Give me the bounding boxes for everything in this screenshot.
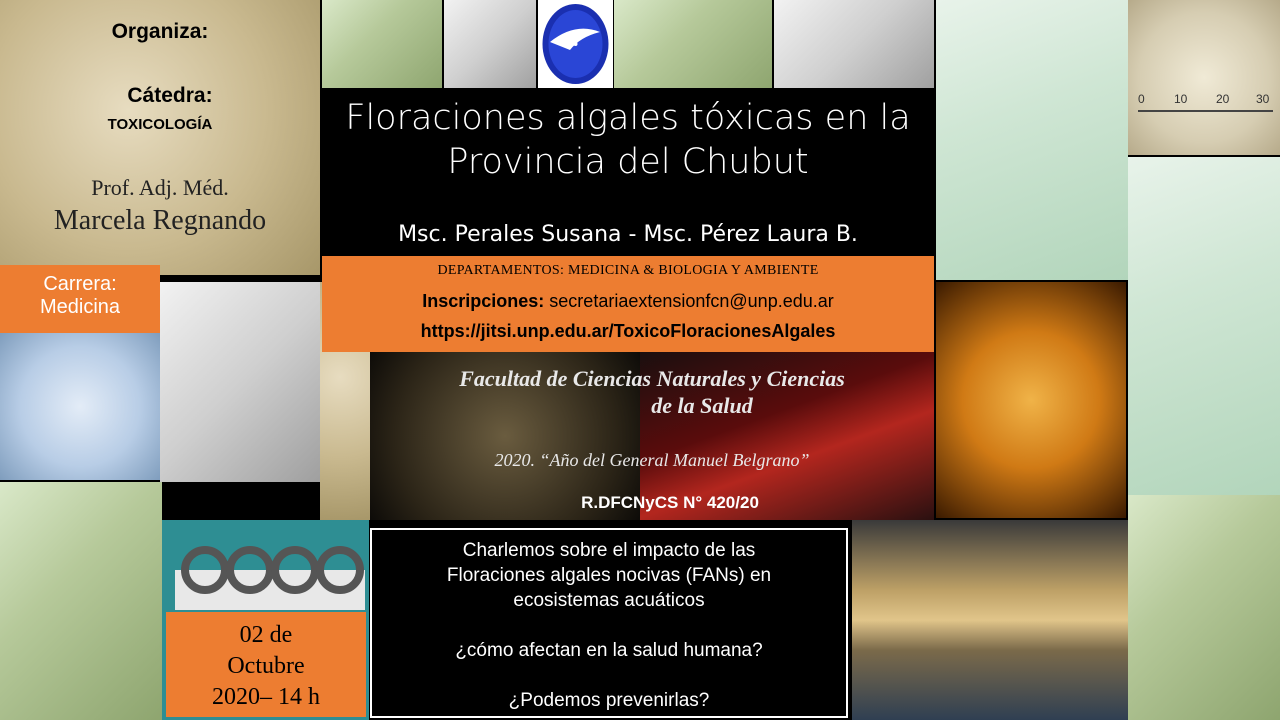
carrera-box — [0, 265, 160, 333]
info-box — [322, 256, 934, 352]
scale-ruler — [1138, 92, 1273, 146]
talk-box — [370, 528, 848, 718]
right-photo-tile-bars — [1128, 157, 1280, 495]
resolution: R.DFCNyCS N° 420/20 — [581, 493, 759, 512]
inscripciones-label: Inscripciones: — [422, 291, 545, 311]
date-year-time: 2020– 14 h — [212, 684, 320, 710]
date-day: 02 de — [239, 622, 293, 648]
date-month: Octubre — [227, 653, 305, 679]
authors: Msc. Perales Susana - Msc. Pérez Laura B. — [398, 222, 858, 247]
carrera-label: Carrera: — [43, 273, 117, 295]
prof-title: Prof. Adj. Méd. — [91, 175, 229, 200]
talk-line3: ecosistemas acuáticos — [513, 590, 705, 611]
scale-label-30: 30 — [1256, 92, 1270, 106]
top-photo-tile-1 — [322, 0, 442, 90]
top-photo-tile-3 — [614, 0, 772, 90]
scale-label-10: 10 — [1174, 92, 1188, 106]
faculty-line1: Facultad de Ciencias Naturales y Ciencias — [459, 366, 845, 391]
catedra-label: Cátedra: — [127, 84, 213, 107]
logo-emblem-icon — [540, 2, 611, 86]
jitsi-link[interactable]: https://jitsi.unp.edu.ar/ToxicoFloracionesAlgales — [420, 321, 836, 341]
photo-tile-spiral-right — [1128, 495, 1280, 720]
scale-label-20: 20 — [1216, 92, 1230, 106]
year-motto: 2020. “Año del General Manuel Belgrano” — [494, 450, 810, 470]
photo-tile-sem — [160, 282, 320, 482]
faculty-line2: de la Salud — [651, 393, 753, 418]
talk-line2: Floraciones algales nocivas (FANs) en — [446, 565, 772, 586]
carrera-value: Medicina — [39, 296, 121, 318]
title-box — [322, 88, 934, 256]
right-photo-tile-cell — [936, 0, 1128, 280]
notebook-rings-icon — [175, 530, 365, 610]
page-title-line1: Floraciones algales tóxicas en la — [345, 98, 911, 138]
prof-name: Marcela Regnando — [53, 205, 267, 236]
university-logo — [540, 2, 611, 86]
photo-tile-chain — [852, 520, 1128, 720]
date-box — [166, 612, 366, 717]
talk-line5: ¿Podemos prevenirlas? — [508, 690, 710, 711]
inscripciones-line — [322, 291, 934, 312]
toxicologia-label: TOXICOLOGÍA — [107, 116, 213, 133]
photo-tile-spiral-left — [0, 482, 162, 720]
scale-label-0: 0 — [1138, 92, 1145, 106]
talk-line4: ¿cómo afectan en la salud humana? — [455, 640, 763, 661]
top-photo-tile-4 — [774, 0, 934, 90]
departments: DEPARTAMENTOS: MEDICINA & BIOLOGIA Y AMBIENTE — [437, 263, 819, 278]
organiza-label: Organiza: — [111, 20, 209, 43]
top-photo-tile-2 — [444, 0, 536, 90]
talk-line1: Charlemos sobre el impacto de las — [462, 540, 756, 561]
photo-tile-diatom — [0, 333, 160, 480]
inscripciones-email[interactable]: secretariaextensionfcn@unp.edu.ar — [544, 291, 834, 311]
page-title-line2: Provincia del Chubut — [447, 142, 809, 182]
